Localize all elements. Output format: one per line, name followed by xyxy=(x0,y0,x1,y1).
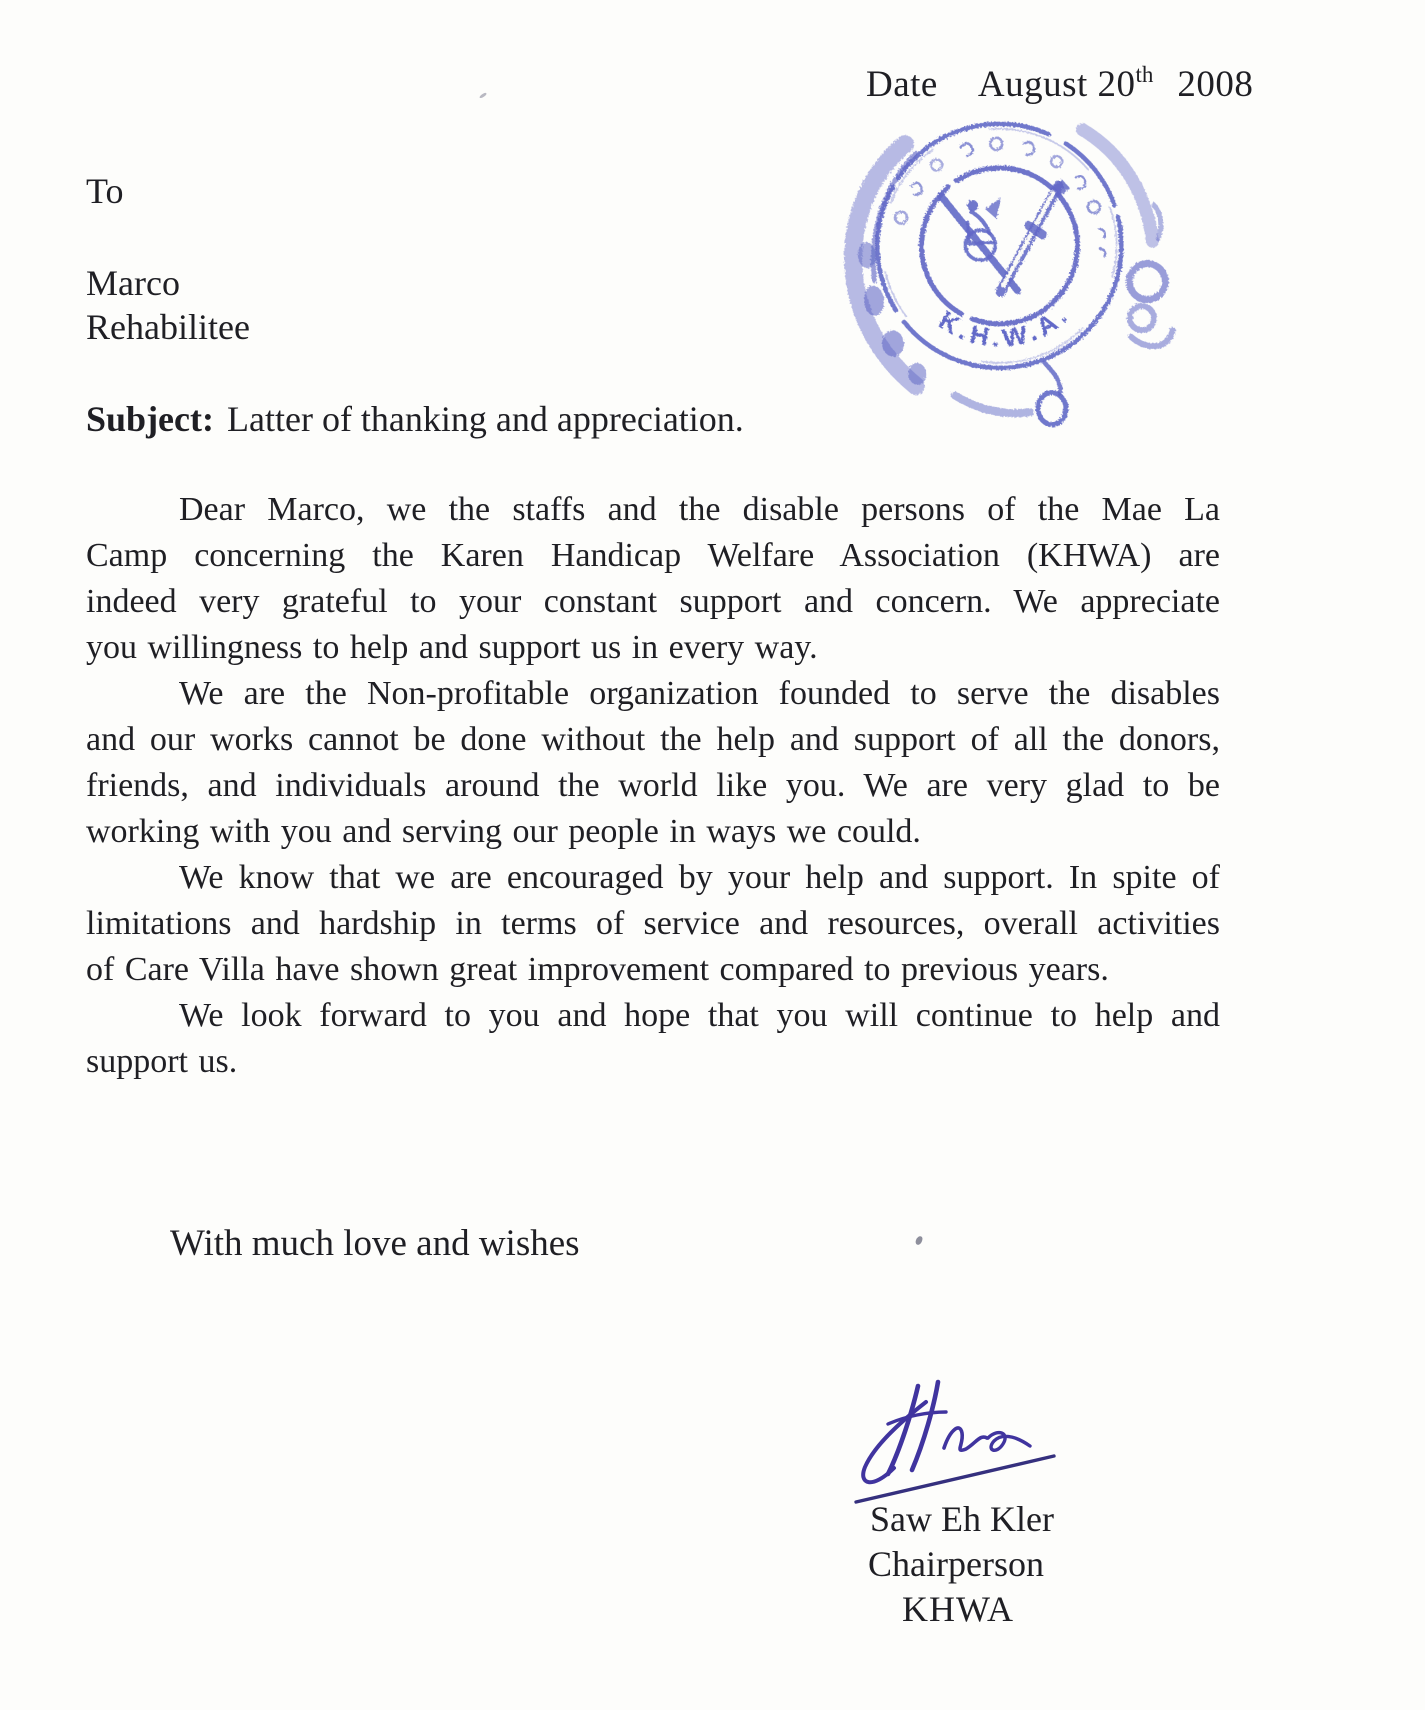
date-ordinal: th xyxy=(1135,62,1154,87)
body-line: and our works cannot be done without the help and support of all the donors, xyxy=(86,721,1220,758)
recipient-line2: Rehabilitee xyxy=(86,307,250,347)
stamp-bottom-loop xyxy=(1035,362,1067,426)
wheelchair-crutch-emblem-icon xyxy=(940,179,1076,296)
body-line: limitations and hardship in terms of service and resources, overall activities xyxy=(86,905,1220,942)
signer-organization: KHWA xyxy=(902,1589,1014,1629)
body-line: working with you and serving our people in ways we could. xyxy=(86,813,921,850)
body-line: Camp concerning the Karen Handicap Welfare Association (KHWA) are xyxy=(86,537,1220,574)
recipient-name: Marco xyxy=(86,263,180,303)
body-paragraph xyxy=(86,993,1220,1085)
subject-line xyxy=(86,398,744,440)
body-line: We look forward to you and hope that you will continue to help and xyxy=(179,997,1220,1034)
body-paragraph xyxy=(86,487,1220,671)
handwritten-signature xyxy=(842,1372,1082,1512)
stamp-arc-text: K.H.W.A. xyxy=(933,297,1077,354)
closing-line: With much love and wishes xyxy=(170,1223,580,1264)
khwa-ink-stamp xyxy=(784,82,1211,453)
body-line: friends, and individuals around the world like you. We are very glad to be xyxy=(86,767,1220,804)
scan-speck xyxy=(479,92,487,99)
body-line: We know that we are encouraged by your help and support. In spite of xyxy=(179,859,1220,896)
date-month-day: August 20 xyxy=(977,64,1136,105)
subject-text: Latter of thanking and appreciation. xyxy=(227,399,744,439)
body-line: indeed very grateful to your constant support and concern. We appreciate xyxy=(86,583,1220,620)
signer-name: Saw Eh Kler xyxy=(870,1499,1054,1539)
body-line: Dear Marco, we the staffs and the disable persons of the Mae La xyxy=(179,491,1220,528)
body-paragraph xyxy=(86,855,1220,993)
scan-speck xyxy=(915,1235,924,1246)
stamp-right-ribbon xyxy=(1083,124,1174,350)
subject-label: Subject: xyxy=(86,399,214,439)
signer-title: Chairperson xyxy=(868,1544,1044,1584)
letter-body xyxy=(86,487,1220,1085)
body-line: support us. xyxy=(86,1043,238,1080)
body-line: of Care Villa have shown great improvement compared to previous years. xyxy=(86,951,1109,988)
recipient-salutation: To xyxy=(86,171,124,211)
date-label: Date xyxy=(866,64,938,105)
date-year: 2008 xyxy=(1177,64,1254,105)
body-paragraph xyxy=(86,671,1220,855)
body-line: you willingness to help and support us in every way. xyxy=(86,629,818,666)
body-line: We are the Non-profitable organization founded to serve the disables xyxy=(179,675,1220,712)
stamp-artwork xyxy=(823,82,1178,439)
